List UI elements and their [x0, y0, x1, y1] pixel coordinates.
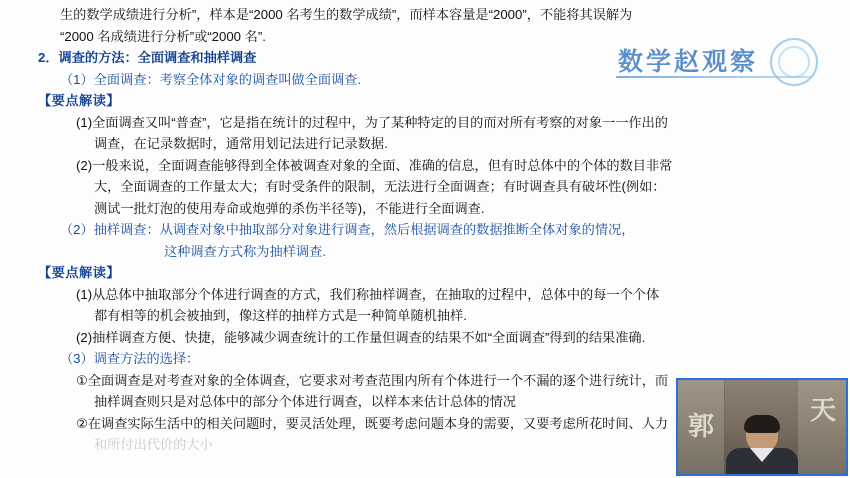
text-line: 大，全面调查的工作量太大；有时受条件的限制，无法进行全面调查；有时调查具有破坏性(例如：: [94, 179, 666, 194]
definition-line-cont: 这种调查方式称为抽样调查.: [164, 243, 326, 259]
key-points-label: 【要点解读】: [38, 265, 121, 280]
text-line: 生的数学成绩进行分析”，样本是“2000 名考生的数学成绩”，而样本容量是“2000”，不能将其误解为: [60, 7, 633, 22]
webcam-person-hair: [744, 415, 780, 433]
text-line: (2)一般来说，全面调查能够得到全体被调查对象的全面、准确的信息，但有时总体中的个体的数目非常: [76, 157, 673, 173]
text-line: (1)从总体中抽取部分个体进行调查的方式，我们称抽样调查，在抽取的过程中，总体中的每一个个体: [76, 286, 660, 302]
text-line: ②在调查实际生活中的相关问题时，要灵活处理，既要考虑问题本身的需要，又要考虑所花时间、人力: [76, 415, 669, 431]
webcam-banner-char: 郭: [688, 412, 715, 442]
definition-line: （3）调查方法的选择：: [60, 351, 200, 366]
text-line: 抽样调查则只是对总体中的部分个体进行调查，以样本来估计总体的情况: [94, 394, 516, 409]
webcam-person: [724, 418, 800, 476]
webcam-panel-left: [678, 380, 725, 474]
text-line: “2000 名成绩进行分析”或“2000 名”.: [60, 28, 266, 44]
watermark-text: 数学赵观察: [618, 47, 759, 76]
text-line: 调查，在记录数据时，通常用划记法进行记录数据.: [94, 136, 388, 151]
key-points-label: 【要点解读】: [38, 93, 121, 108]
text-line: 和所付出代价的大小: [94, 437, 213, 452]
text-line: (1)全面调查又叫“普查”，它是指在统计的过程中，为了某种特定的目的而对所有考察的对象一一作出的: [76, 114, 668, 130]
webcam-panel-right: [798, 380, 848, 474]
definition-line: （2）抽样调查：从调查对象中抽取部分对象进行调查，然后根据调查的数据推断全体对象的情况，: [60, 222, 635, 237]
text-line: 测试一批灯泡的使用寿命或炮弹的杀伤半径等)，不能进行全面调查.: [94, 200, 485, 216]
text-line: 都有相等的机会被抽到，像这样的抽样方式是一种简单随机抽样.: [94, 308, 467, 323]
text-line: (2)抽样调查方便、快捷，能够减少调查统计的工作量但调查的结果不如“全面调查”得到的结果准确.: [76, 329, 646, 345]
webcam-overlay[interactable]: [676, 378, 848, 476]
text-line: ①全面调查是对考查对象的全体调查，它要求对考查范围内所有个体进行一个不漏的逐个进行统计，而: [76, 372, 669, 388]
section-heading: 2．调查的方法：全面调查和抽样调查: [38, 50, 257, 65]
webcam-banner-char: 天: [810, 396, 837, 426]
definition-line: （1）全面调查：考察全体对象的调查叫做全面调查.: [60, 71, 362, 87]
